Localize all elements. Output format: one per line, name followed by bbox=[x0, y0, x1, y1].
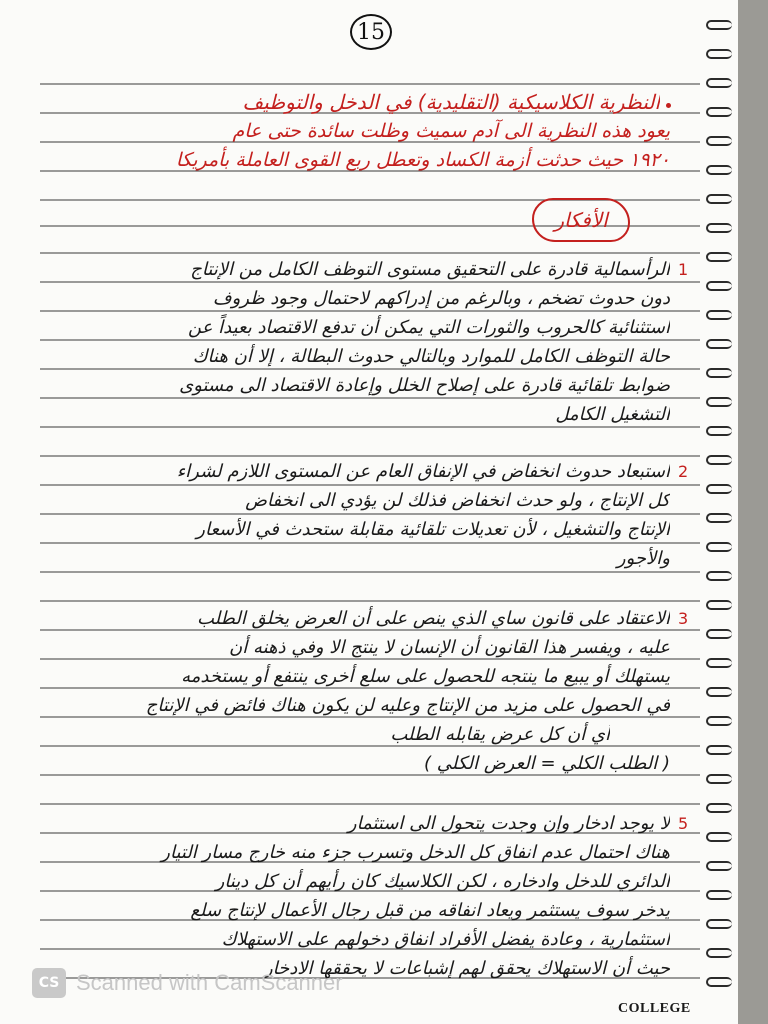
heading-line: يعود هذه النظرية الى آدم سميث وظلت سائدة حتى عام bbox=[232, 120, 670, 142]
page-number: 15 bbox=[350, 14, 392, 50]
point-text-line: دون حدوث تضخم ، وبالرغم من إدراكهم لاحتمال وجود ظروف bbox=[212, 288, 670, 309]
point-text-line: استبعاد حدوث انخفاض في الإنفاق العام عن المستوى اللازم لشراء bbox=[176, 461, 670, 482]
spiral-binding bbox=[700, 0, 740, 1024]
heading-line: ١٩٢٠ حيث حدثت أزمة الكساد وتعطل ربع القوى العاملة بأمريكا bbox=[175, 149, 670, 171]
point-text-line: استثمارية ، وعادة يفضل الأفراد انفاق دخولهم على الاستهلاك bbox=[221, 929, 670, 950]
point-number: 1 bbox=[678, 260, 689, 279]
point-text-line: الاعتقاد على قانون ساي الذي ينص على أن العرض يخلق الطلب bbox=[196, 608, 670, 629]
point-text-line: يستهلك أو يبيع ما ينتجه للحصول على سلع أخرى ينتفع أو يستخدمه bbox=[181, 666, 670, 687]
point-text-line: حالة التوظف الكامل للموارد وبالتالي حدوث البطالة ، إلا أن هناك bbox=[192, 346, 670, 367]
point-text-line: لا يوجد ادخار وإن وجدت يتحول الى استثمار bbox=[347, 813, 670, 834]
scanner-watermark: Scanned with CamScanner bbox=[76, 970, 343, 995]
point-number: 2 bbox=[678, 462, 689, 481]
point-text-line: يدخر سوف يستثمر ويعاد انفاقه من قبل رجال الأعمال لإنتاج سلع bbox=[190, 900, 670, 921]
point-number: 3 bbox=[678, 609, 689, 628]
point-text-line: في الحصول على مزيد من الإنتاج وعليه لن يكون هناك فائض في الإنتاج bbox=[145, 695, 670, 716]
point-text-line: عليه ، ويفسر هذا القانون أن الإنسان لا ينتج الا وفي ذهنه أن bbox=[229, 637, 670, 658]
point-text-line: الإنتاج والتشغيل ، لأن تعديلات تلقائية مقابلة ستحدث في الأسعار bbox=[196, 519, 670, 540]
point-text-line: كل الإنتاج ، ولو حدث انخفاض فذلك لن يؤدي الى انخفاض bbox=[245, 490, 670, 511]
heading-title: النظرية الكلاسيكية (التقليدية) في الدخل والتوظيف bbox=[242, 90, 660, 114]
point-text-line: الدائري للدخل وادخاره ، لكن الكلاسيك كان رأيهم أن كل دينار bbox=[215, 871, 670, 892]
point-text-line: التشغيل الكامل bbox=[555, 404, 670, 425]
point-text-line: حيث أن الاستهلاك يحقق لهم إشباعات لا يحققها الادخار bbox=[263, 958, 670, 979]
point-text-line: هناك احتمال عدم انفاق كل الدخل وتسرب جزء منه خارج مسار التيار bbox=[161, 842, 670, 863]
point-number: 5 bbox=[678, 814, 689, 833]
section-label-cloud: الأفكار bbox=[532, 198, 630, 242]
camscanner-logo-icon: CS bbox=[32, 968, 66, 998]
point-text-line: الرأسمالية قادرة على التحقيق مستوى التوظف الكامل من الإنتاج bbox=[190, 259, 670, 280]
point-text-line: أي أن كل عرض يقابله الطلب bbox=[390, 724, 610, 745]
point-text-line: ضوابط تلقائية قادرة على إصلاح الخلل وإعادة الاقتصاد الى مستوى bbox=[179, 375, 670, 396]
spiral-binding-edge bbox=[738, 0, 768, 1024]
point-text-line: ( الطلب الكلي = العرض الكلي ) bbox=[424, 753, 670, 774]
point-text-line: استثنائية كالحروب والثورات التي يمكن أن تدفع الاقتصاد بعيداً عن bbox=[188, 317, 670, 338]
notebook-brand: COLLEGE bbox=[618, 1001, 691, 1016]
heading-bullet bbox=[666, 103, 671, 108]
point-text-line: والأجور bbox=[616, 548, 670, 569]
